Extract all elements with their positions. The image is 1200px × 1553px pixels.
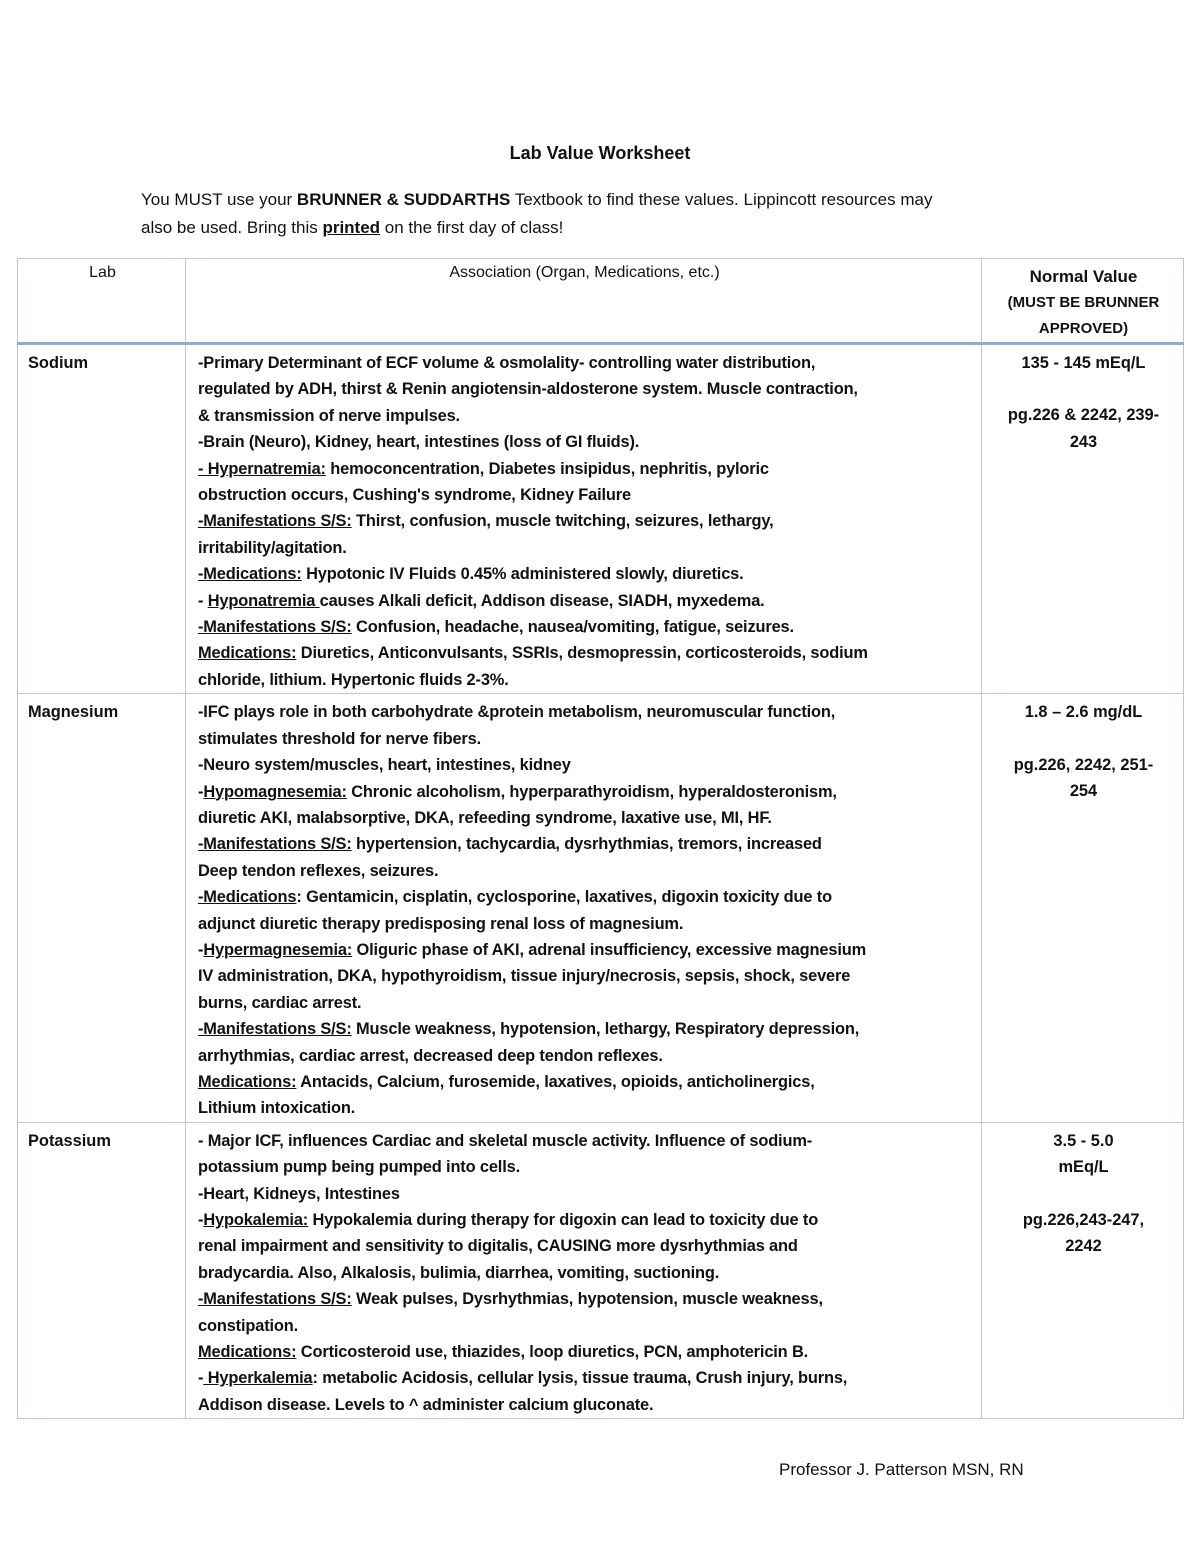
line-text: Corticosteroid use, thiazides, loop diuretics, PCN, amphotericin B.	[296, 1343, 809, 1362]
association-line	[198, 561, 973, 587]
page-reference: pg.226,243-247,	[1022, 1210, 1145, 1229]
normal-value-cell	[982, 344, 1184, 694]
line-text: potassium pump being pumped into cells.	[198, 1158, 520, 1177]
association-line	[198, 1260, 973, 1286]
underlined-heading: -Manifestations S/S:	[198, 618, 352, 637]
line-text: hypertension, tachycardia, dysrhythmias, tremors, increased	[351, 835, 822, 854]
lab-name: Sodium	[18, 344, 186, 694]
association-cell	[186, 344, 982, 694]
line-text: -	[198, 940, 204, 959]
line-text: Addison disease. Levels to ^ administer calcium gluconate.	[198, 1395, 654, 1414]
normal-range: 135 - 145 mEq/L	[1021, 354, 1146, 372]
line-text: burns, cardiac arrest.	[198, 993, 362, 1012]
association-line	[198, 911, 973, 937]
association-line	[198, 752, 973, 778]
underlined-heading: -Manifestations S/S:	[198, 1290, 352, 1309]
page-reference: 2242	[1065, 1237, 1102, 1255]
textbook-name: BRUNNER & SUDDARTHS	[296, 190, 511, 209]
underlined-heading: -Manifestations S/S:	[198, 835, 352, 854]
association-line	[198, 482, 973, 508]
underlined-heading: Hyponatremia	[207, 591, 320, 610]
line-text: hemoconcentration, Diabetes insipidus, nephritis, pyloric	[325, 459, 769, 478]
instructions-paragraph	[141, 186, 1061, 242]
header-normal-value-note: (MUST BE BRUNNER APPROVED)	[1007, 294, 1160, 337]
intro-text: Textbook to find these values. Lippincott resources may	[510, 190, 933, 209]
line-text: Hypotonic IV Fluids 0.45% administered slowly, diuretics.	[301, 565, 744, 584]
association-line	[198, 588, 973, 614]
association-line	[198, 1233, 973, 1259]
line-text: arrhythmias, cardiac arrest, decreased deep tendon reflexes.	[198, 1046, 663, 1065]
underlined-heading: Hypokalemia:	[203, 1211, 309, 1229]
association-line	[198, 376, 973, 402]
line-text: bradycardia. Also, Alkalosis, bulimia, diarrhea, vomiting, suctioning.	[198, 1263, 720, 1282]
normal-range-unit: mEq/L	[1058, 1158, 1109, 1177]
line-text: - Major ICF, influences Cardiac and skeletal muscle activity. Influence of sodium-	[198, 1131, 813, 1150]
association-line	[198, 1181, 973, 1207]
line-text: Diuretics, Anticonvulsants, SSRIs, desmopressin, corticosteroids, sodium	[296, 644, 868, 663]
underlined-heading: -Medications	[198, 888, 297, 907]
intro-text: on the first day of class!	[380, 218, 564, 237]
line-text: : metabolic Acidosis, cellular lysis, tissue trauma, Crush injury, burns,	[312, 1369, 848, 1388]
line-text: Thirst, confusion, muscle twitching, seizures, lethargy,	[351, 512, 774, 531]
association-line	[198, 1207, 973, 1233]
association-line	[198, 884, 973, 910]
intro-text: also be used. Bring this	[141, 218, 323, 237]
line-text: constipation.	[198, 1316, 299, 1335]
association-line	[198, 403, 973, 429]
line-text: -Neuro system/muscles, heart, intestines, kidney	[198, 756, 571, 775]
lab-name: Potassium	[18, 1122, 186, 1418]
header-normal-value-label: Normal Value	[1029, 267, 1138, 286]
line-text: Hypokalemia during therapy for digoxin can lead to toxicity due to	[308, 1211, 819, 1229]
line-text: Lithium intoxication.	[198, 1099, 356, 1118]
page-reference: pg.226, 2242, 251-	[1013, 755, 1154, 774]
association-line	[198, 640, 973, 666]
line-text: -Primary Determinant of ECF volume & osmolality- controlling water distribution,	[198, 354, 816, 372]
association-line	[198, 1128, 973, 1154]
association-line	[198, 456, 973, 482]
line-text: renal impairment and sensitivity to digitalis, CAUSING more dysrhythmias and	[198, 1237, 798, 1256]
underlined-heading: Medications:	[198, 644, 297, 663]
association-line	[198, 508, 973, 534]
underlined-heading: -Manifestations S/S:	[198, 512, 352, 531]
association-line	[198, 1392, 973, 1418]
association-line	[198, 1069, 973, 1095]
association-line	[198, 1043, 973, 1069]
association-line	[198, 1095, 973, 1121]
page-title: Lab Value Worksheet	[509, 143, 691, 163]
association-line	[198, 831, 973, 857]
association-cell	[186, 694, 982, 1123]
line-text: & transmission of nerve impulses.	[198, 406, 460, 425]
line-text: -Heart, Kidneys, Intestines	[198, 1184, 400, 1203]
line-text: : Gentamicin, cisplatin, cyclosporine, laxatives, digoxin toxicity due to	[296, 888, 832, 907]
header-association: Association (Organ, Medications, etc.)	[186, 259, 982, 344]
line-text: -Brain (Neuro), Kidney, heart, intestines (loss of GI fluids).	[198, 433, 640, 452]
line-text: IV administration, DKA, hypothyroidism, tissue injury/necrosis, sepsis, shock, severe	[198, 967, 851, 986]
normal-value-cell	[982, 694, 1184, 1123]
underlined-heading: Hypermagnesemia:	[203, 940, 353, 959]
association-line	[198, 535, 973, 561]
underlined-heading: Medications:	[198, 1343, 297, 1362]
line-text: -IFC plays role in both carbohydrate &protein metabolism, neuromuscular function,	[198, 703, 836, 722]
underlined-heading: - Hypernatremia:	[198, 459, 326, 478]
line-text: causes Alkali deficit, Addison disease, SIADH, myxedema.	[319, 591, 765, 610]
lab-value-table	[17, 258, 1184, 1419]
underlined-heading: Medications:	[198, 1072, 297, 1091]
line-text: Muscle weakness, hypotension, lethargy, Respiratory depression,	[351, 1020, 860, 1039]
line-text: Oliguric phase of AKI, adrenal insufficiency, excessive magnesium	[352, 940, 867, 959]
association-line	[198, 858, 973, 884]
line-text: obstruction occurs, Cushing's syndrome, Kidney Failure	[198, 486, 631, 505]
table-row	[18, 344, 1184, 694]
underlined-heading: -Medications:	[198, 565, 302, 584]
footer-author: Professor J. Patterson MSN, RN	[779, 1460, 1024, 1479]
underlined-heading: -Manifestations S/S:	[198, 1020, 352, 1039]
association-line	[198, 779, 973, 805]
association-cell	[186, 1122, 982, 1418]
association-line	[198, 699, 973, 725]
association-line	[198, 963, 973, 989]
association-line	[198, 1365, 973, 1391]
line-text: irritability/agitation.	[198, 538, 347, 557]
line-text: -	[198, 1369, 204, 1388]
line-text: Deep tendon reflexes, seizures.	[198, 861, 439, 880]
intro-text: You MUST use your	[141, 190, 297, 209]
line-text: -	[198, 1211, 204, 1229]
table-header-row	[18, 259, 1184, 344]
printed-emphasis: printed	[322, 218, 381, 237]
association-line	[198, 667, 973, 693]
association-line	[198, 937, 973, 963]
normal-range: 1.8 – 2.6 mg/dL	[1024, 703, 1143, 722]
line-text: regulated by ADH, thirst & Renin angiotensin-aldosterone system. Muscle contraction,	[198, 380, 858, 399]
association-line	[198, 1016, 973, 1042]
association-line	[198, 1286, 973, 1312]
page-reference: pg.226 & 2242, 239-	[1007, 406, 1160, 425]
header-lab: Lab	[18, 259, 186, 344]
association-line	[198, 805, 973, 831]
underlined-heading: Hypomagnesemia:	[203, 782, 347, 801]
line-text: Chronic alcoholism, hyperparathyroidism, hyperaldosteronism,	[346, 782, 837, 801]
association-line	[198, 1154, 973, 1180]
line-text: Weak pulses, Dysrhythmias, hypotension, muscle weakness,	[351, 1290, 823, 1309]
line-text: adjunct diuretic therapy predisposing renal loss of magnesium.	[198, 914, 684, 933]
underlined-heading: Hyperkalemia	[203, 1369, 313, 1388]
normal-value-cell	[982, 1122, 1184, 1418]
line-text: -	[198, 782, 204, 801]
lab-name: Magnesium	[18, 694, 186, 1123]
association-line	[198, 990, 973, 1016]
page-reference: 243	[1069, 432, 1098, 451]
association-line	[198, 726, 973, 752]
line-text: stimulates threshold for nerve fibers.	[198, 729, 482, 748]
line-text: diuretic AKI, malabsorptive, DKA, refeeding syndrome, laxative use, MI, HF.	[198, 808, 772, 827]
line-text: -	[198, 591, 208, 610]
association-line	[198, 429, 973, 455]
association-line	[198, 350, 973, 376]
normal-range: 3.5 - 5.0	[1053, 1131, 1114, 1150]
line-text: chloride, lithium. Hypertonic fluids 2-3%.	[198, 670, 509, 689]
line-text: Antacids, Calcium, furosemide, laxatives, opioids, anticholinergics,	[296, 1072, 815, 1091]
association-line	[198, 1339, 973, 1365]
table-row	[18, 694, 1184, 1123]
table-row	[18, 1122, 1184, 1418]
page-reference: 254	[1069, 782, 1098, 801]
association-line	[198, 1313, 973, 1339]
line-text: Confusion, headache, nausea/vomiting, fatigue, seizures.	[351, 618, 794, 637]
association-line	[198, 614, 973, 640]
header-normal-value	[982, 259, 1184, 344]
